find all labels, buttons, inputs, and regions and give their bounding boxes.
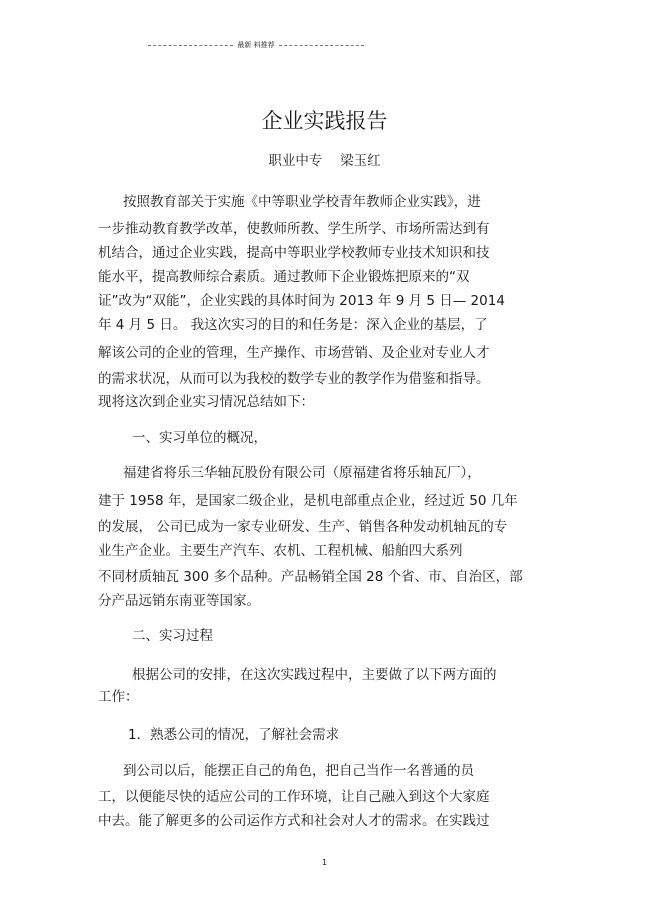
- paragraph-line: 到公司以后，能摆正自己的角色，把自己当作一名普通的员: [123, 763, 474, 779]
- paragraph-line: 的需求状况，从而可以为我校的数学专业的教学作为借鉴和指导。: [98, 371, 490, 387]
- paragraph-line: 分产品远销东南亚等国家。: [98, 593, 260, 609]
- page-number: 1: [321, 858, 328, 867]
- paragraph-line: 年 4 月 5 日。 我这次实习的目的和任务是：深入企业的基层，了: [98, 317, 488, 333]
- header-rule-left: [148, 45, 233, 46]
- paragraph-line: 工作：: [98, 689, 139, 705]
- subsection-heading: 1．熟悉公司的情况，了解社会需求: [128, 727, 340, 743]
- paragraph-line: 福建省将乐三华轴瓦股份有限公司（原福建省将乐轴瓦厂），: [123, 465, 481, 481]
- page-header: [148, 41, 364, 49]
- header-label: 最新 料推荐: [237, 41, 275, 49]
- paragraph-line: 中去。能了解更多的公司运作方式和社会对人才的需求。在实践过: [98, 813, 490, 829]
- paragraph-line: 根据公司的安排，在这次实践过程中，主要做了以下两方面的: [132, 667, 497, 683]
- section-heading: 一、实习单位的概况，: [132, 430, 267, 446]
- document-title: 企业实践报告: [261, 109, 388, 133]
- paragraph-line: 证”改为“双能”，企业实践的具体时间为 2013 年 9 月 5 日— 2014: [98, 293, 505, 309]
- paragraph-line: 按照教育部关于实施《中等职业学校青年教师企业实践》，进: [123, 194, 481, 210]
- author-line: 职业中专 梁玉红: [268, 153, 381, 169]
- paragraph-line: 解该公司的企业的管理，生产操作、市场营销、及企业对专业人才: [98, 345, 490, 361]
- paragraph-line: 一步推动教育教学改革，使教师所教、学生所学、市场所需达到有: [98, 221, 490, 237]
- paragraph-line: 机结合，通过企业实践，提高中等职业学校教师专业技术知识和技: [98, 245, 490, 261]
- paragraph-line: 建于 1958 年，是国家二级企业，是机电部重点企业，经过近 50 几年: [98, 493, 518, 509]
- section-heading: 二、实习过程: [132, 628, 213, 644]
- header-rule-right: [279, 45, 364, 46]
- paragraph-line: 业生产企业。主要生产汽车、农机、工程机械、船舶四大系列: [98, 543, 463, 559]
- paragraph-line: 能水平，提高教师综合素质。通过教师下企业锻炼把原来的“双: [98, 269, 470, 285]
- paragraph-line: 不同材质轴瓦 300 多个品种。产品畅销全国 28 个省、市、自治区，部: [98, 569, 523, 585]
- paragraph-line: 现将这次到企业实习情况总结如下：: [98, 394, 314, 410]
- paragraph-line: 工，以便能尽快的适应公司的工作环境，让自己融入到这个大家庭: [98, 789, 490, 805]
- paragraph-line: 的发展， 公司已成为一家专业研发、生产、销售各种发动机轴瓦的专: [98, 519, 508, 535]
